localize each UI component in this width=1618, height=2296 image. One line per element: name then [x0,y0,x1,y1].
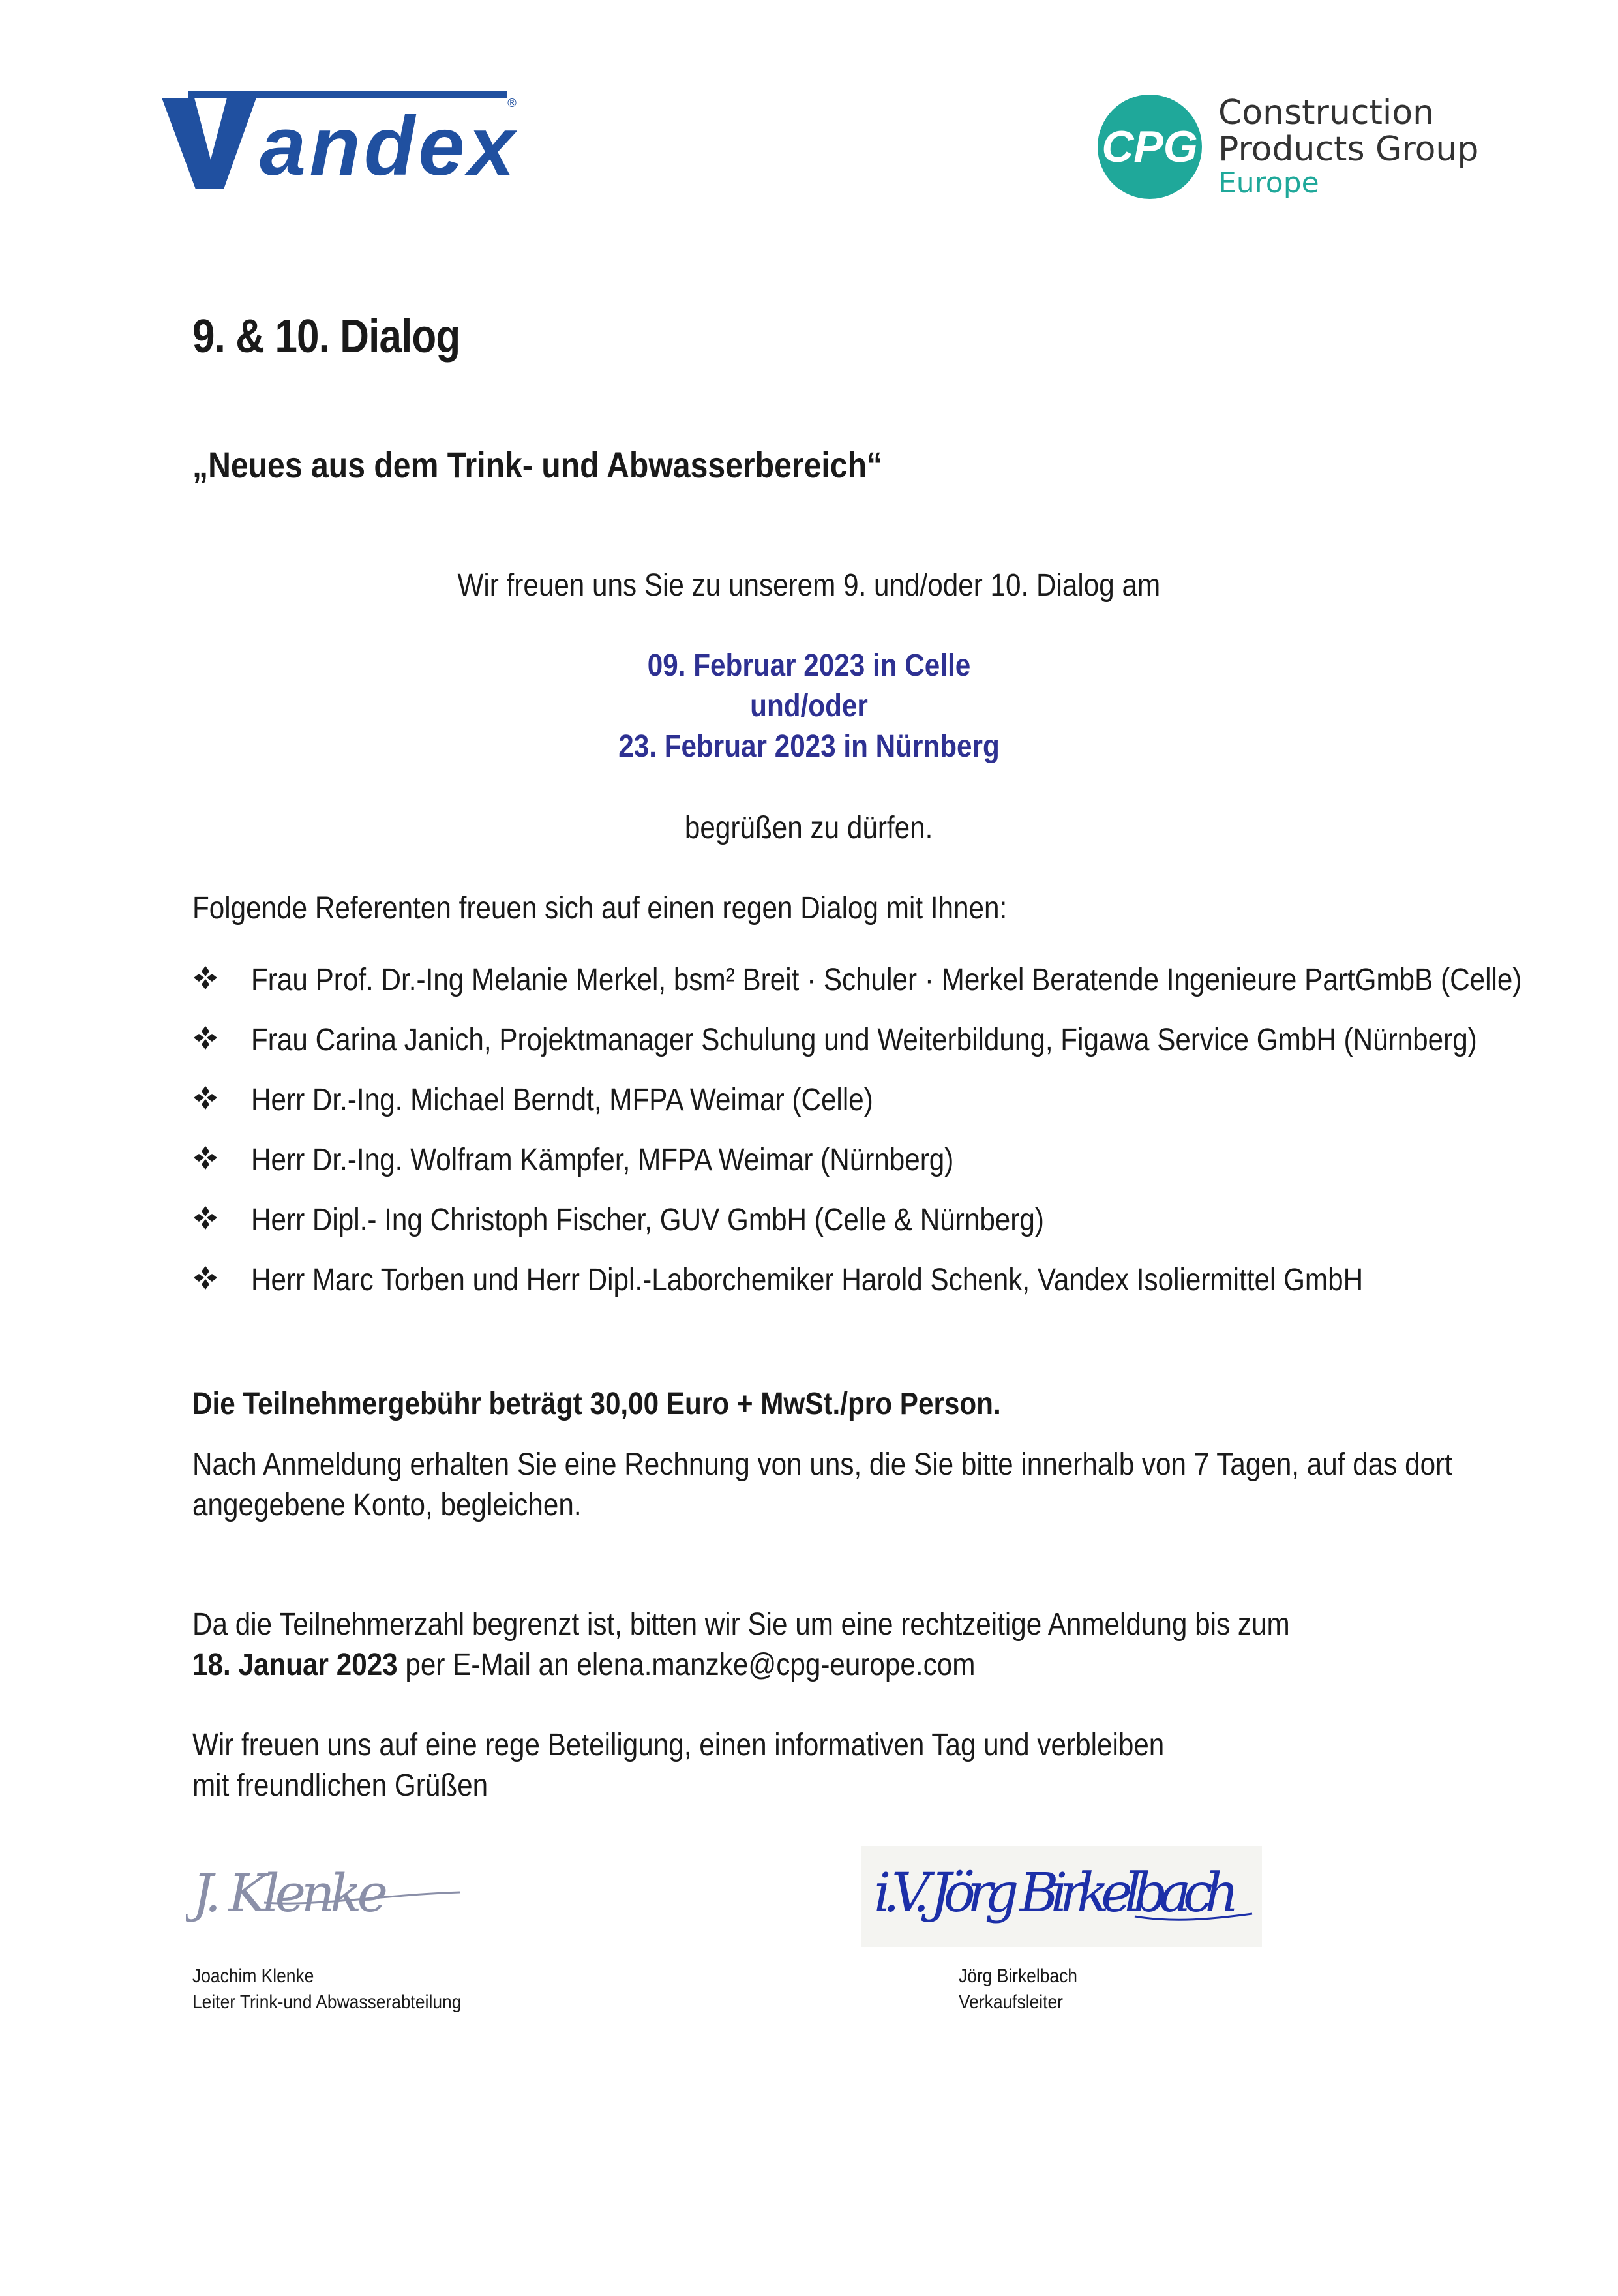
signature-caption-left [192,1963,498,2016]
signer-name-right: Jörg Birkelbach [959,1965,1077,1987]
closing-line2: mit freundlichen Grüßen [192,1768,488,1803]
speaker-4: Herr Dr.-Ing. Wolfram Kämpfer, MFPA Weimar (Nürnberg) [251,1143,954,1177]
signature-caption-right [959,1963,1094,2016]
page-title: 9. & 10. Dialog [192,310,460,363]
invite-outro: begrüßen zu dürfen. [685,811,933,845]
page-subtitle: „Neues aus dem Trink- und Abwasserbereich“ [192,444,883,485]
signature-birkelbach-handwriting: i.V. Jörg Birkelbach [874,1862,1239,1924]
signer-name-left: Joachim Klenke [192,1965,314,1987]
svg-text:®: ® [506,97,517,110]
speaker-1: Frau Prof. Dr.-Ing Melanie Merkel, bsm² Breit · Schuler · Merkel Beratende Ingenieure PartGmbB (Celle) [251,963,1522,997]
registration-email: per E-Mail an elena.manzke@cpg-europe.com [397,1648,976,1682]
vandex-logo [162,91,517,199]
speakers-intro: Folgende Referenten freuen sich auf einen regen Dialog mit Ihnen: [192,891,1008,926]
speaker-3: Herr Dr.-Ing. Michael Berndt, MFPA Weimar (Celle) [251,1083,873,1117]
diamond-bullet-icon [192,1145,218,1171]
cpg-line2: Products Group [1218,130,1479,169]
registration-line1: Da die Teilnehmerzahl begrenzt ist, bitten wir Sie um eine rechtzeitige Anmeldung bis zum [192,1607,1290,1642]
diamond-bullet-icon [192,1085,218,1111]
cpg-logo-mark [1098,95,1202,199]
diamond-bullet-icon [192,1265,218,1291]
cpg-logo-text [1218,95,1478,199]
payment-info-line1: Nach Anmeldung erhalten Sie eine Rechnung von uns, die Sie bitte innerhalb von 7 Tagen, auf das dort [192,1447,1452,1482]
signature-birkelbach [861,1846,1262,1947]
signer-role-right: Verkaufsleiter [959,1991,1063,2013]
date-nuernberg: 23. Februar 2023 in Nürnberg [618,729,1000,764]
invite-intro: Wir freuen uns Sie zu unserem 9. und/oder 10. Dialog am [457,568,1161,603]
event-dates [0,646,1618,767]
signature-klenke-handwriting: J. Klenke [192,1863,388,1924]
signature-klenke [186,1849,473,1941]
signer-role-left: Leiter Trink-und Abwasserabteilung [192,1991,462,2013]
diamond-bullet-icon [192,1205,218,1231]
svg-text:CPG: CPG [1101,122,1198,172]
registration-line2 [192,1645,975,1685]
participation-fee: Die Teilnehmergebühr beträgt 30,00 Euro + MwSt./pro Person. [192,1387,1001,1421]
payment-info-line2: angegebene Konto, begleichen. [192,1488,582,1522]
diamond-bullet-icon [192,1025,218,1051]
diamond-bullet-icon [192,965,218,991]
cpg-line1: Construction [1218,93,1435,132]
speaker-6: Herr Marc Torben und Herr Dipl.-Laborchemiker Harold Schenk, Vandex Isoliermittel GmbH [251,1263,1364,1297]
closing-line1: Wir freuen uns auf eine rege Beteiligung, einen informativen Tag und verbleiben [192,1728,1165,1762]
speaker-2: Frau Carina Janich, Projektmanager Schulung und Weiterbildung, Figawa Service GmbH (Nürnberg) [251,1023,1477,1057]
date-celle: 09. Februar 2023 in Celle [647,648,971,683]
svg-text:andex: andex [260,100,511,193]
registration-deadline: 18. Januar 2023 [192,1648,398,1682]
date-connector: und/oder [750,689,868,723]
speaker-5: Herr Dipl.- Ing Christoph Fischer, GUV GmbH (Celle & Nürnberg) [251,1203,1044,1237]
cpg-line3: Europe [1218,166,1319,200]
